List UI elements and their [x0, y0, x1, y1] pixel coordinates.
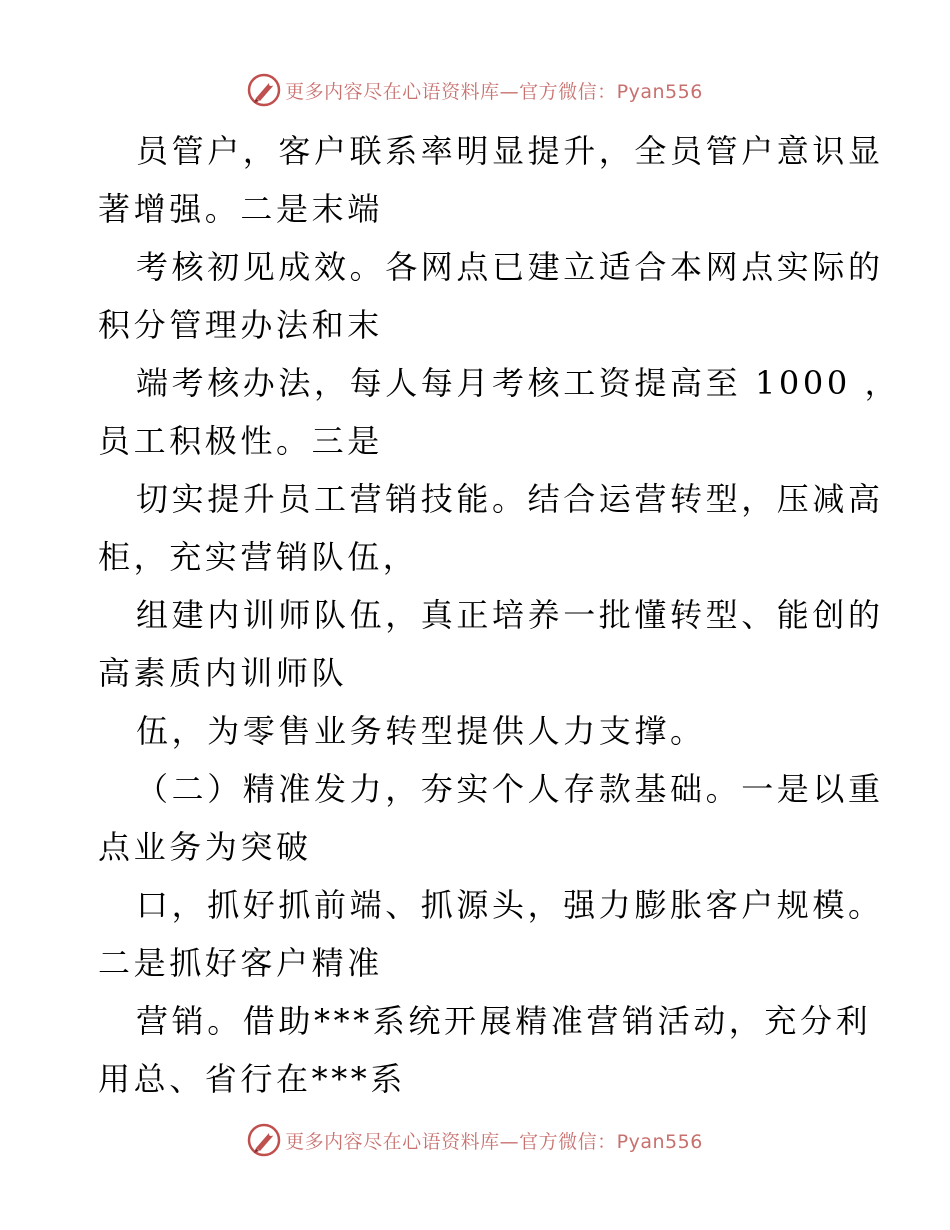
paragraph [98, 122, 884, 238]
paragraph-line: 用总、省行在***系 [98, 1060, 407, 1098]
paragraph-line: 著增强。二是末端 [98, 190, 383, 228]
paragraph-line: 员管户，客户联系率明显提升，全员管户意识显 [136, 132, 884, 170]
paragraph-line: 积分管理办法和末 [98, 306, 383, 344]
paragraph-line: 伍，为零售业务转型提供人力支撑。 [136, 712, 706, 750]
paragraph-line: 点业务为突破 [98, 828, 312, 866]
document-body [98, 122, 901, 1108]
paragraph [98, 992, 872, 1108]
paragraph [98, 238, 884, 354]
paragraph-line: 柜，充实营销队伍， [98, 538, 419, 576]
paragraph-line: 营销。借助***系统开展精准营销活动，充分利 [136, 1002, 872, 1040]
paragraph-line: 二是抓好客户精准 [98, 944, 383, 982]
paragraph [98, 586, 884, 702]
paragraph-line: 高素质内训师队 [98, 654, 348, 692]
header-banner [0, 70, 950, 110]
paragraph-line: 考核初见成效。各网点已建立适合本网点实际的 [136, 248, 884, 286]
paragraph [98, 876, 884, 992]
header-banner-text: 更多内容尽在心语资料库—官方微信：Pyan556 [285, 80, 703, 103]
paragraph-line: 组建内训师队伍，真正培养一批懂转型、能创的 [136, 596, 884, 634]
footer-banner [0, 1120, 950, 1160]
paragraph-line: （二）精准发力，夯实个人存款基础。一是以重 [136, 770, 884, 808]
paragraph-line: 切实提升员工营销技能。结合运营转型，压减高 [136, 480, 884, 518]
paragraph [98, 470, 884, 586]
paragraph [98, 354, 901, 470]
paragraph-line: 端考核办法，每人每月考核工资提高至 1000 ， [136, 364, 901, 402]
pen-logo-icon [247, 73, 281, 107]
paragraph-line: 员工积极性。三是 [98, 422, 383, 460]
footer-banner-text: 更多内容尽在心语资料库—官方微信：Pyan556 [285, 1130, 703, 1153]
paragraph [98, 760, 884, 876]
paragraph [98, 702, 858, 760]
paragraph-line: 口，抓好抓前端、抓源头，强力膨胀客户规模。 [136, 886, 884, 924]
pen-logo-icon [247, 1123, 281, 1157]
